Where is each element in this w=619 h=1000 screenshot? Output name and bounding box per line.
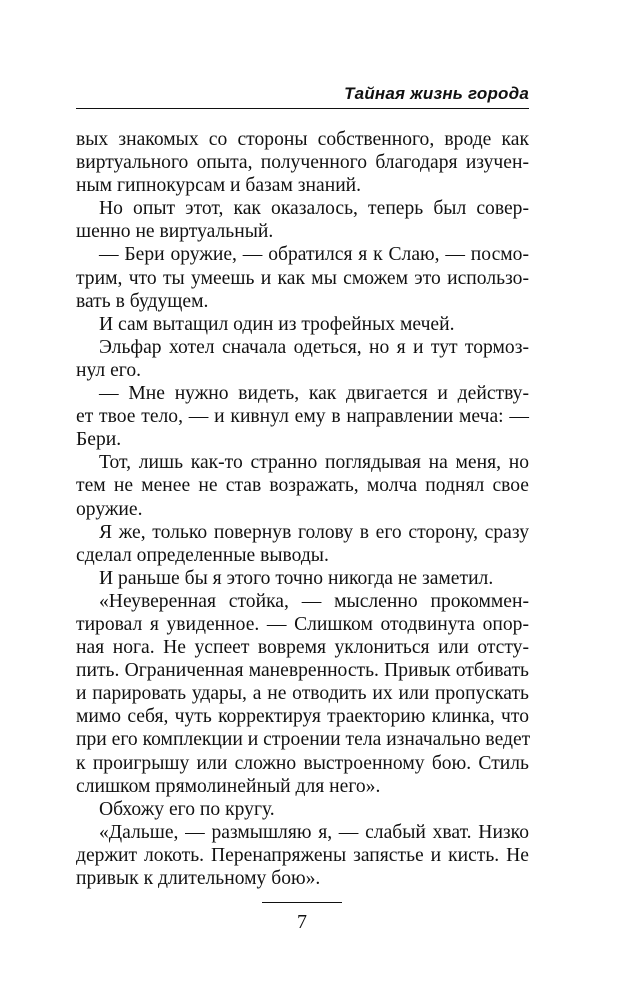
- text-line: — Бери оружие, — обратился я к Слаю, — посмо-: [99, 244, 529, 266]
- text-line: Эльфар хотел сначала одеться, но я и тут тормоз-: [99, 336, 529, 358]
- text-line: виртуального опыта, полученного благодаря изучен-: [76, 152, 529, 174]
- page-number: 7: [297, 911, 307, 933]
- text-line: Но опыт этот, как оказалось, теперь был совер-: [99, 198, 529, 220]
- text-line: Я же, только повернув голову в его сторону, сразу: [99, 521, 529, 543]
- text-line: тировал я увиденное. — Слишком отодвинута опор-: [76, 613, 529, 635]
- footer-rule: [262, 902, 342, 903]
- running-header-title: Тайная жизнь города: [344, 84, 529, 103]
- text-line: привык к длительному бою».: [76, 868, 321, 889]
- text-line: сделал определенные выводы.: [76, 544, 329, 566]
- text-line: И сам вытащил один из трофейных мечей.: [99, 313, 455, 335]
- text-line: нул его.: [76, 359, 142, 381]
- text-line: И раньше бы я этого точно никогда не заметил.: [99, 567, 494, 589]
- text-line: тем не менее не став возражать, молча поднял свое: [76, 475, 529, 497]
- text-line: трим, что ты умеешь и как мы сможем это использо-: [76, 267, 529, 289]
- text-line: держит локоть. Перенапряжены запястье и кисть. Не: [76, 844, 529, 866]
- text-line: Бери.: [76, 429, 122, 451]
- text-line: вых знакомых со стороны собственного, вроде как: [76, 129, 529, 150]
- text-line: шенно не виртуальный.: [76, 221, 274, 243]
- text-line: мимо себя, чуть корректируя траекторию клинка, что: [76, 706, 529, 728]
- text-line: оружие.: [76, 498, 143, 520]
- text-line: к проигрышу или сложно выстроенному бою. Стиль: [76, 752, 529, 774]
- text-line: ная нога. Не успеет вовремя уклониться или отсту-: [76, 637, 529, 659]
- body-text: [76, 128, 529, 890]
- header-rule: [76, 108, 529, 109]
- text-line: пить. Ограниченная маневренность. Привык отбивать: [76, 660, 529, 682]
- text-line: Обхожу его по кругу.: [99, 798, 275, 820]
- text-line: «Дальше, — размышляю я, — слабый хват. Низко: [99, 821, 529, 843]
- text-line: вать в будущем.: [76, 290, 209, 312]
- text-line: ет твое тело, — и кивнул ему в направлении меча: —: [76, 406, 529, 428]
- text-line: — Мне нужно видеть, как двигается и действу-: [99, 383, 529, 405]
- text-line: «Неуверенная стойка, — мысленно прокоммен-: [99, 590, 529, 612]
- text-line: ным гипнокурсам и базам знаний.: [76, 175, 362, 197]
- text-line: слишком прямолинейный для него».: [76, 775, 381, 797]
- text-line: при его комплекции и строении тела изначально ведет: [76, 729, 531, 751]
- text-line: Тот, лишь как-то странно поглядывая на меня, но: [99, 452, 529, 474]
- text-line: и парировать удары, а не отводить их или пропускать: [76, 683, 529, 705]
